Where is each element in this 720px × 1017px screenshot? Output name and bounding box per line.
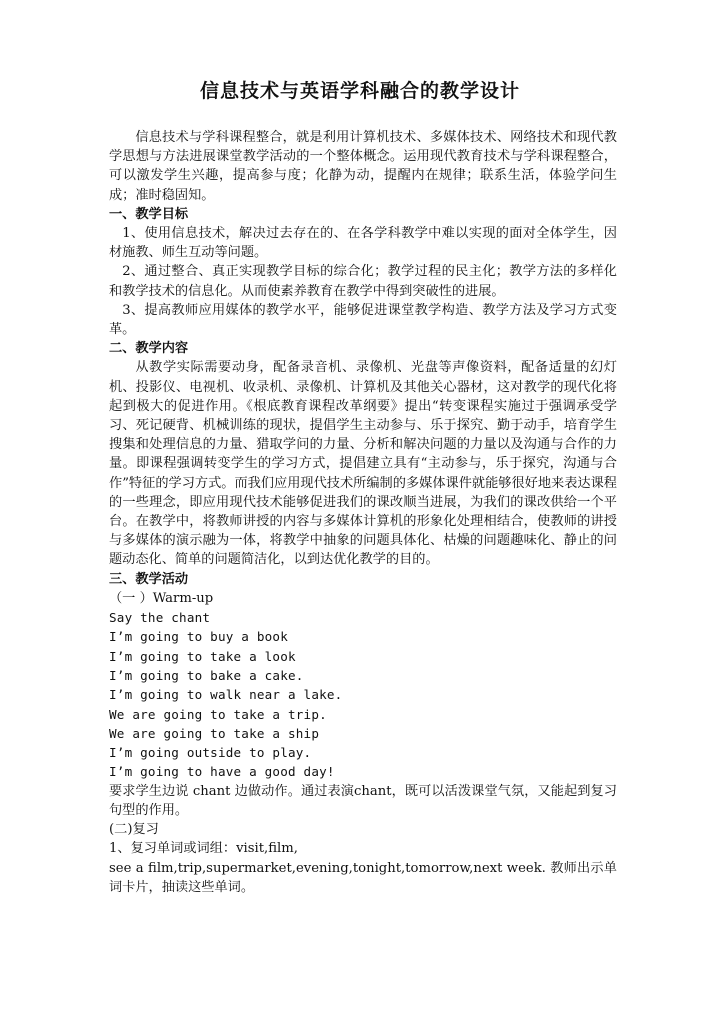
chant-line: I’m going to buy a book [109,629,288,645]
section-heading-content: 二、教学内容 [109,341,189,357]
chant-line: I’m going outside to play. [109,745,312,761]
chant-line: I’m going to take a look [109,648,296,664]
section-heading-objectives: 一、教学目标 [109,206,189,222]
chant-note: 要求学生边说 chant 边做动作。通过表演chant，既可以活泼课堂气氛，又能起到复习句型的作用。 [109,783,617,818]
content-paragraph: 从教学实际需要动身，配备录音机、录像机、光盘等声像资料，配备适量的幻灯机、投影仪、电视机、收录机、录像机、计算机及其他关心器材，这对教学的现代化将起到极大的促进作用。《根底教育课程改革纲要》提出“转变课程实施过于强调承受学习、死记硬背、机械训练的现状，提倡学生主动参与、乐于探究、勤于动手，培育学生搜集和处理信息的力量、猎取学问的力量、分析和解决问题的力量以及沟通与合作的力量。即课程强调转变学生的学习方式，提倡建立具有“主动参与，乐于探究，沟通与合作”特征的学习方式。而我们应用现代技术所编制的多媒体课件就能够很好地来表达课程的一些理念，即应用现代技术能够促进我们的课改顺当进展，为我们的课改供给一个平台。在教学中，将教师讲授的内容与多媒体计算机的形象化处理相结合，使教师的讲授与多媒体的演示融为一体，将教学中抽象的问题具体化、枯燥的问题趣味化、静止的问题动态化、简单的问题简洁化，以到达优化教学的目的。 [109,360,617,568]
document-body [109,128,617,897]
objective-item: 1、使用信息技术，解决过去存在的、在各学科教学中难以实现的面对全体学生，因材施教、师生互动等问题。 [109,226,617,261]
objective-item: 3、提高教师应用媒体的教学水平，能够促进课堂教学构造、教学方法及学习方式变革。 [109,302,617,338]
objective-item: 2、通过整合、真正实现教学目标的综合化；教学过程的民主化；教学方法的多样化和教学技术的信息化。从而使素养教育在教学中得到突破性的进展。 [109,264,617,299]
chant-line: We are going to take a trip. [109,706,327,722]
chant-line: I’m going to bake a cake. [109,667,304,683]
chant-intro: Say the chant [109,610,211,626]
document-title: 信息技术与英语学科融合的教学设计 [199,80,520,102]
review-words: see a film,trip,supermarket,evening,tonight,tomorrow,next week. 教师出示单词卡片，抽读这些单词。 [109,860,617,895]
intro-paragraph: 信息技术与学科课程整合，就是利用计算机技术、多媒体技术、网络技术和现代教学思想与方法进展课堂教学活动的一个整体概念。运用现代教育技术与学科课程整合，可以激发学生兴趣，提高参与度；化静为动，提醒内在规律；联系生活，体验学问生成；准时稳固知。 [109,130,617,203]
chant-line: I’m going to walk near a lake. [109,687,343,703]
review-item: 1、复习单词或词组：visit,film, [109,841,298,857]
chant-line: I’m going to have a good day! [109,764,335,780]
review-heading: (二)复习 [109,822,159,838]
warmup-heading: （一 ）Warm-up [109,590,214,606]
section-heading-activities: 三、教学活动 [109,571,189,587]
chant-line: We are going to take a ship [109,725,320,741]
